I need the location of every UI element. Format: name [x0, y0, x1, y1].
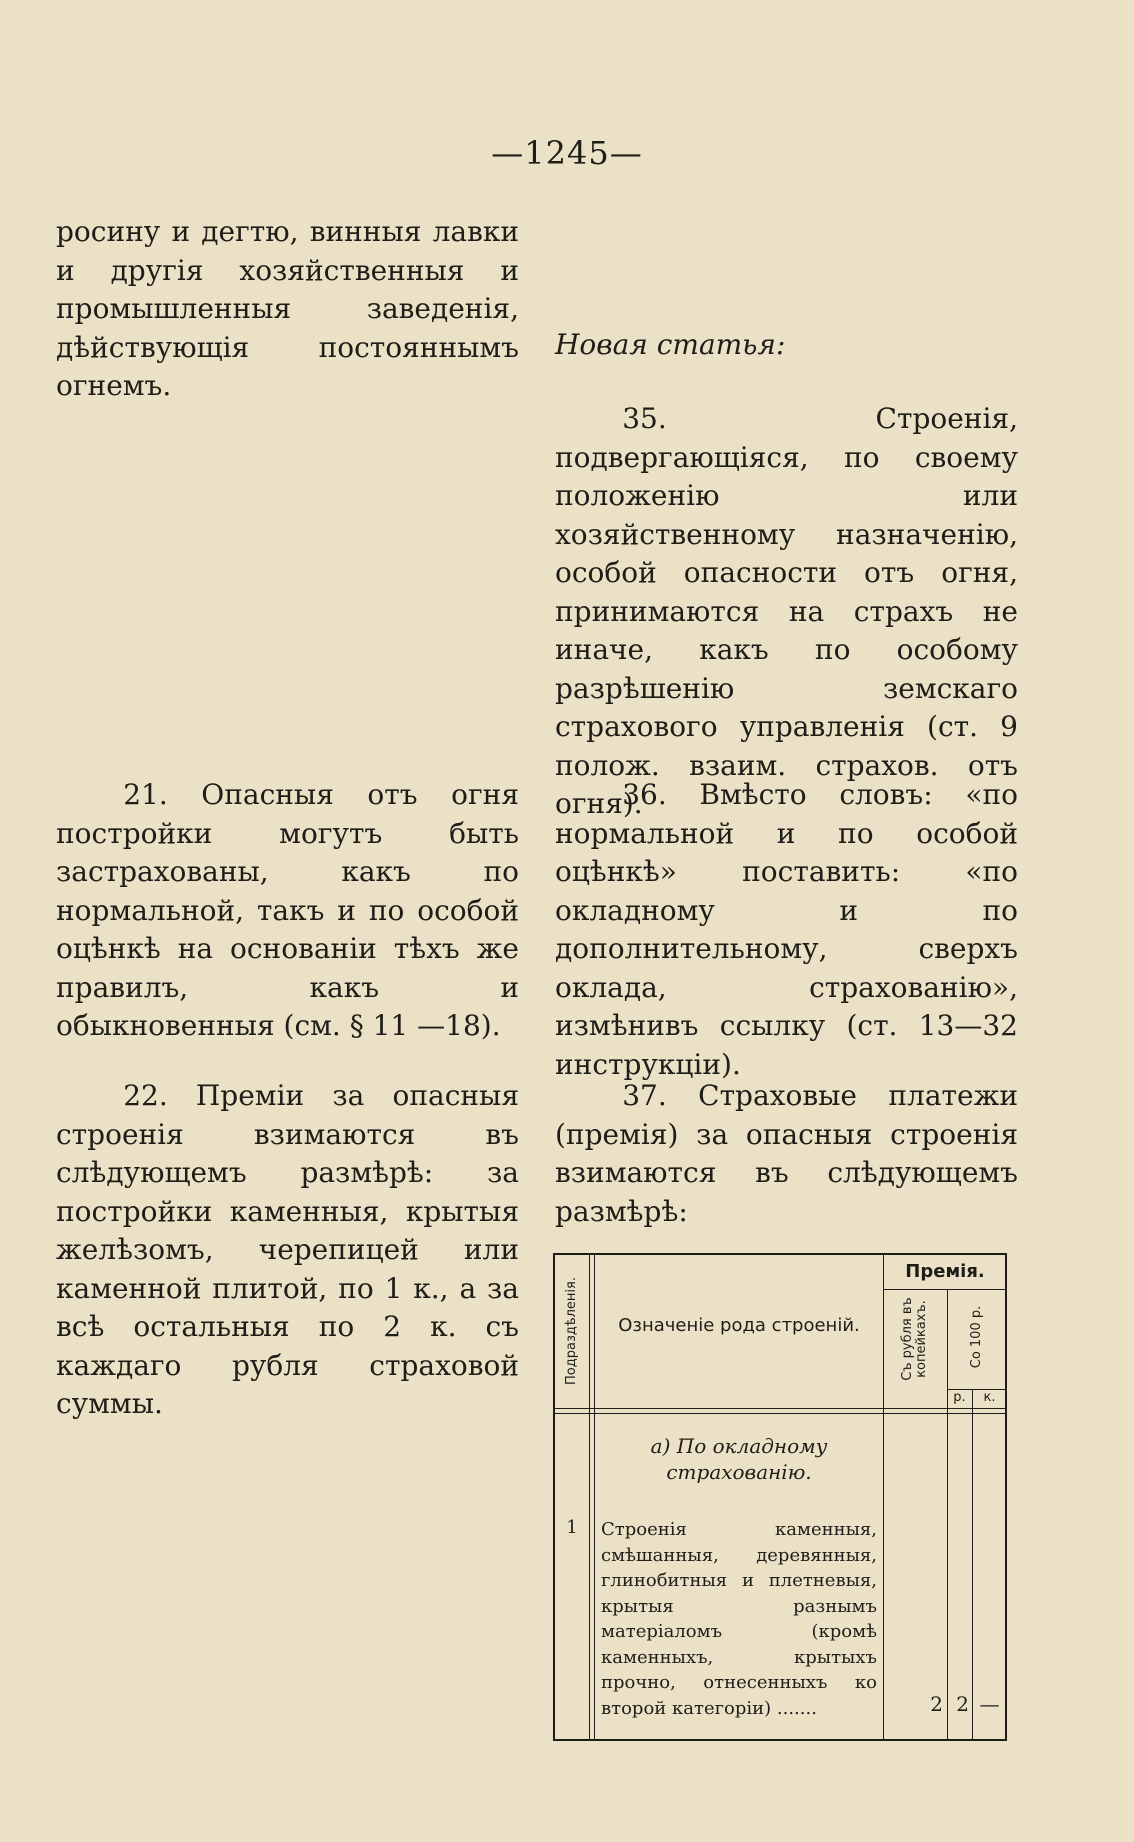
row-number: 1 [566, 1517, 578, 1538]
article-22: 22. Преміи за опасныя строенія взимаются въ слѣдующемъ размѣрѣ: за постройки каменныя, крытыя желѣзомъ, черепицей или каменной плитой, по 1 к., а за всѣ остальныя по 2 к. съ каждаго рубля страховой суммы. [56, 1079, 519, 1420]
row-per-ruble-value: 2 [930, 1692, 943, 1716]
col-per-ruble-header: Съ рубля въ копейкахъ. [900, 1297, 929, 1381]
left-para-continuation: росину и дегтю, винныя лавки и другія хозяйственныя и промышленныя заведенія, дѣйствующія постояннымъ огнемъ. [56, 215, 519, 402]
col-rub-header: р. [953, 1390, 966, 1405]
col-subdivision-header: Подраздѣленія. [564, 1277, 579, 1385]
new-article-heading: Новая статья: [555, 328, 786, 361]
col-designation-header: Означеніе рода строеній. [618, 1315, 860, 1336]
col-premium-header: Премія. [905, 1261, 985, 1282]
col-kop-header: к. [983, 1390, 996, 1405]
row-kop-value: — [979, 1692, 1000, 1716]
col-per-100-header: Со 100 р. [969, 1305, 984, 1369]
article-35: 35. Строенія, подвергающіяся, по своему положенію или хозяйственному назначенію, особой опасности отъ огня, принимаются на страхъ не иначе, какъ по особому разрѣшенію земскаго страхового управленія (ст. 9 полож. взаим. страхов. отъ огня). [555, 402, 1018, 820]
premium-table [553, 1253, 1007, 1741]
section-title: а) По окладному страхованію. [650, 1434, 828, 1484]
article-36: 36. Вмѣсто словъ: «по нормальной и по особой оцѣнкѣ» поставить: «по окладному и по дополнительному, сверхъ оклада, страхованію», измѣнивъ ссылку (ст. 13—32 инструкціи). [555, 778, 1018, 1081]
row-rub-value: 2 [956, 1692, 969, 1716]
article-37: 37. Страховые платежи (премія) за опасныя строенія взимаются въ слѣдующемъ размѣрѣ: [555, 1079, 1018, 1228]
article-21: 21. Опасныя отъ огня постройки могутъ быть застрахованы, какъ по нормальной, такъ и по особой оцѣнкѣ на основаніи тѣхъ же правилъ, какъ и обыкновенныя (см. § 11 —18). [56, 778, 519, 1042]
row-designation: Строенія каменныя, смѣшанныя, деревянныя, глинобитныя и плетневыя, крытыя разнымъ матеріаломъ (кромѣ каменныхъ, крытыхъ прочно, отнесенныхъ ко второй категоріи) ....... [601, 1519, 877, 1719]
page-number: —1245— [491, 134, 643, 172]
